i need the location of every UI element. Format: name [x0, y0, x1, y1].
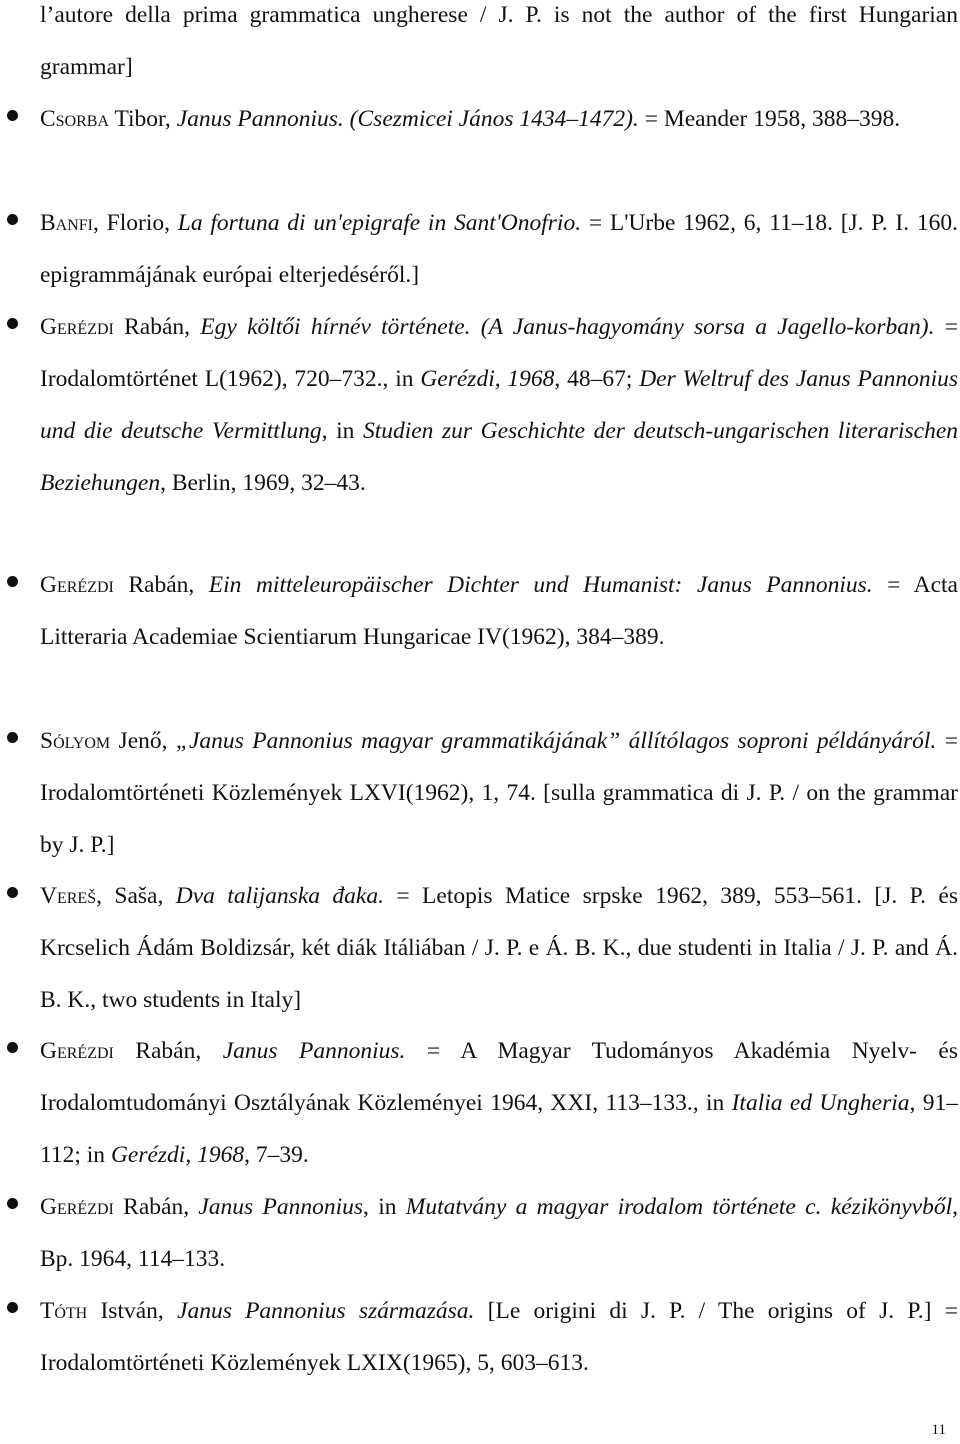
bibliography-entry-toth: Tóth István, Janus Pannonius származása. [Le origini di J. P. / The origins of J. P.] = Irodalomtörténeti Közlemények LXIX(1965), 5, 603–613. [40, 1285, 958, 1389]
bullet-icon [7, 318, 18, 329]
bibliography-entry-veres: Vereš, Saša, Dva talijanska đaka. = Letopis Matice srpske 1962, 389, 553–561. [J. P. és Krcselich Ádám Boldizsár, két diák Itáliában / J. P. e Á. B. K., due studenti in Italia / J. P. and Á. B. K., two students in Italy] [40, 870, 958, 1026]
bibliography-entry-solyom: Sólyom Jenő, „Janus Pannonius magyar grammatikájának” állítólagos soproni példányáról. = Irodalomtörténeti Közlemények LXVI(1962), 1, 74. [sulla grammatica di J. P. / on the grammar by J. P.] [40, 715, 958, 871]
work-title: Egy költői hírnév története. (A Janus-hagyomány sorsa a Jagello-korban). [200, 314, 935, 340]
author-name: Gerézdi [40, 1194, 114, 1220]
author-name: Gerézdi [40, 1038, 114, 1064]
author-name: Vereš [40, 883, 97, 909]
author-name: Tóth [40, 1298, 88, 1324]
work-title: „Janus Pannonius magyar grammatikájának” állítólagos soproni példányáról. [175, 728, 937, 754]
bullet-icon [7, 887, 18, 898]
continuation-text: l’autore della prima grammatica ungherese / J. P. is not the author of the first Hungarian grammar] [40, 2, 958, 80]
author-name: Sólyom [40, 728, 111, 754]
work-title: Janus Pannonius [198, 1194, 364, 1220]
work-title: Dva talijanska đaka. [175, 883, 384, 909]
bibliography-entry-gerezdi-1: Gerézdi Rabán, Egy költői hírnév története. (A Janus-hagyomány sorsa a Jagello-korban). = Irodalomtörténet L(1962), 720–732., in Gerézdi, 1968, 48–67; Der Weltruf des Janus Pannonius und die deutsche Vermittlung, in Studien zur Geschichte der deutsch-ungarischen literarischen Beziehungen, Berlin, 1969, 32–43. [40, 301, 958, 509]
bullet-icon [7, 732, 18, 743]
work-title: La fortuna di un'epigrafe in Sant'Onofrio. [177, 210, 582, 236]
author-name: Banfi [40, 210, 94, 236]
bibliography-entry-gerezdi-4: Gerézdi Rabán, Janus Pannonius, in Mutatvány a magyar irodalom története c. kézikönyvből, Bp. 1964, 114–133. [40, 1181, 958, 1285]
author-name: Gerézdi [40, 314, 114, 340]
work-title: Janus Pannonius. (Csezmicei János 1434–1472). [176, 106, 639, 132]
bullet-icon [7, 214, 18, 225]
bibliography-entry-gerezdi-3: Gerézdi Rabán, Janus Pannonius. = A Magyar Tudományos Akadémia Nyelv- és Irodalomtudományi Osztályának Közleményei 1964, XXI, 113–133., in Italia ed Ungheria, 91–112; in Gerézdi, 1968, 7–39. [40, 1025, 958, 1181]
bullet-icon [7, 576, 18, 587]
work-title: Janus Pannonius. [222, 1038, 406, 1064]
bullet-icon [7, 1302, 18, 1313]
author-name: Gerézdi [40, 572, 114, 598]
author-name: Csorba [40, 106, 110, 132]
bullet-icon [7, 1198, 18, 1209]
bibliography-entry-gerezdi-2: Gerézdi Rabán, Ein mitteleuropäischer Dichter und Humanist: Janus Pannonius. = Acta Litteraria Academiae Scientiarum Hungaricae IV(1962), 384–389. [40, 559, 958, 663]
bullet-icon [7, 1042, 18, 1053]
page-number: 11 [931, 1422, 946, 1438]
bibliography-entry-csorba: Csorba Tibor, Janus Pannonius. (Csezmicei János 1434–1472). = Meander 1958, 388–398. [40, 93, 958, 145]
work-title: Ein mitteleuropäischer Dichter und Humanist: Janus Pannonius. [208, 572, 873, 598]
work-title: Janus Pannonius származása. [177, 1298, 475, 1324]
bullet-icon [7, 110, 18, 121]
bibliography-entry-banfi: Banfi, Florio, La fortuna di un'epigrafe in Sant'Onofrio. = L'Urbe 1962, 6, 11–18. [J. P. I. 160. epigrammájának európai elterjedéséről.] [40, 197, 958, 301]
